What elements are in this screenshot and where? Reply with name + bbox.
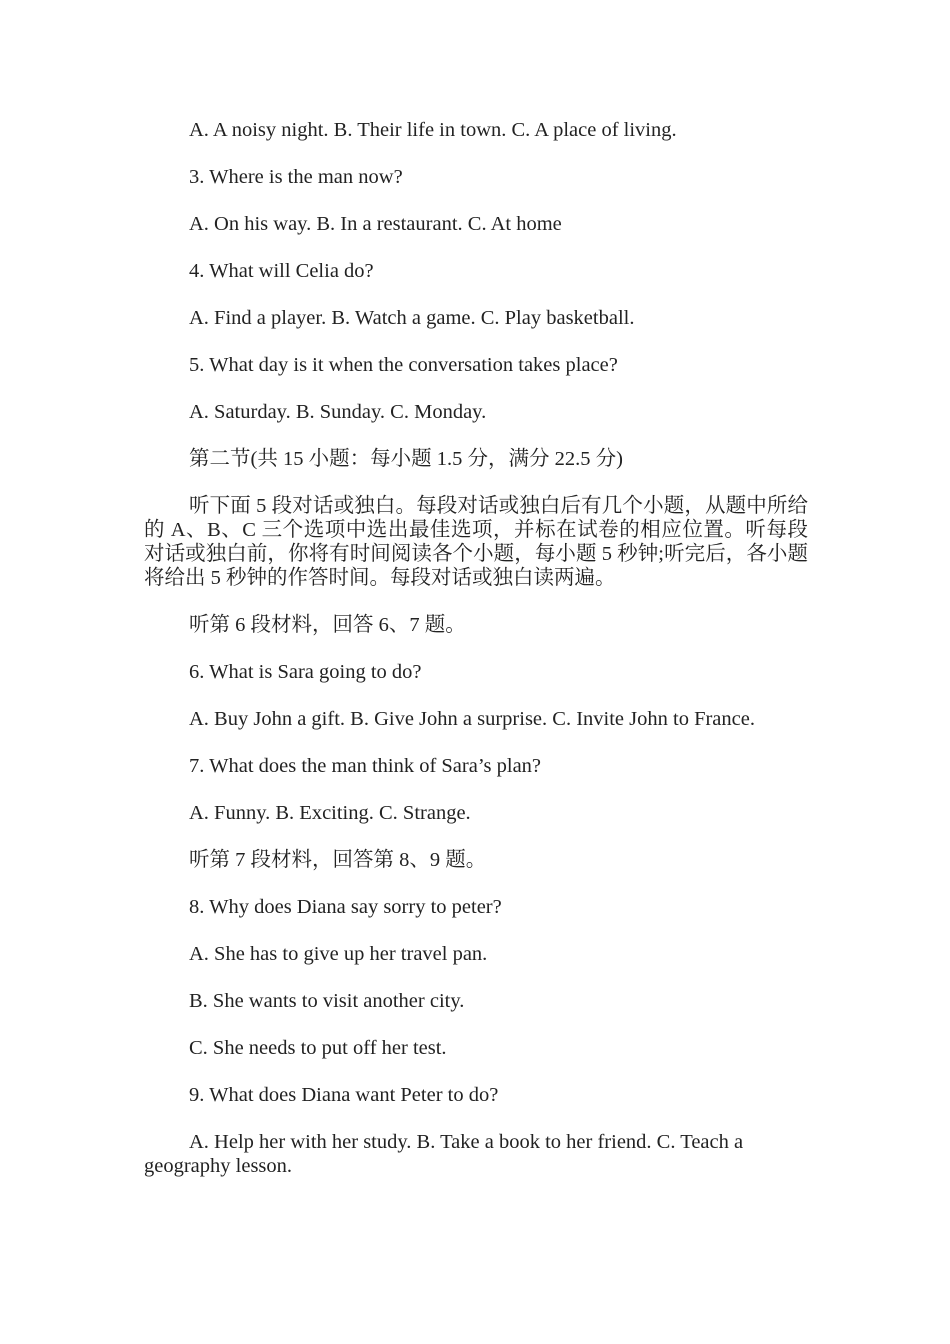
q8-question: 8. Why does Diana say sorry to peter? — [189, 896, 502, 918]
q6-question: 6. What is Sara going to do? — [189, 661, 422, 683]
q6-options: A. Buy John a gift. B. Give John a surprise. C. Invite John to France. — [189, 708, 755, 730]
q9-options: A. Help her with her study. B. Take a book to her friend. C. Teach a geography lesson. — [144, 1131, 744, 1177]
q4-options: A. Find a player. B. Watch a game. C. Play basketball. — [189, 307, 635, 329]
q4-question: 4. What will Celia do? — [189, 260, 374, 282]
q7-options: A. Funny. B. Exciting. C. Strange. — [189, 802, 471, 824]
section-two-instructions: 听下面 5 段对话或独白。每段对话或独白后有几个小题，从题中所给的 A、B、C 三个选项中选出最佳选项，并标在试卷的相应位置。听每段对话或独白前，你将有时间阅读各个小题，每小题 5 秒钟;听完后，各小题将给出 5 秒钟的作答时间。每段对话或独白读两遍。 — [144, 495, 808, 589]
document-page — [144, 118, 808, 1201]
material-7-heading: 听第 7 段材料，回答第 8、9 题。 — [189, 849, 487, 871]
q7-question: 7. What does the man think of Sara’s plan? — [189, 755, 542, 777]
q2-options: A. A noisy night. B. Their life in town. C. A place of living. — [189, 119, 677, 141]
q5-options: A. Saturday. B. Sunday. C. Monday. — [189, 401, 487, 423]
q8-option-c: C. She needs to put off her test. — [189, 1037, 447, 1059]
q8-option-b: B. She wants to visit another city. — [189, 990, 465, 1012]
section-two-heading: 第二节(共 15 小题：每小题 1.5 分，满分 22.5 分) — [189, 448, 623, 470]
q8-option-a: A. She has to give up her travel pan. — [189, 943, 488, 965]
q3-question: 3. Where is the man now? — [189, 166, 403, 188]
q5-question: 5. What day is it when the conversation takes place? — [189, 354, 618, 376]
q3-options: A. On his way. B. In a restaurant. C. At home — [189, 213, 562, 235]
q9-question: 9. What does Diana want Peter to do? — [189, 1084, 499, 1106]
material-6-heading: 听第 6 段材料，回答 6、7 题。 — [189, 614, 466, 636]
